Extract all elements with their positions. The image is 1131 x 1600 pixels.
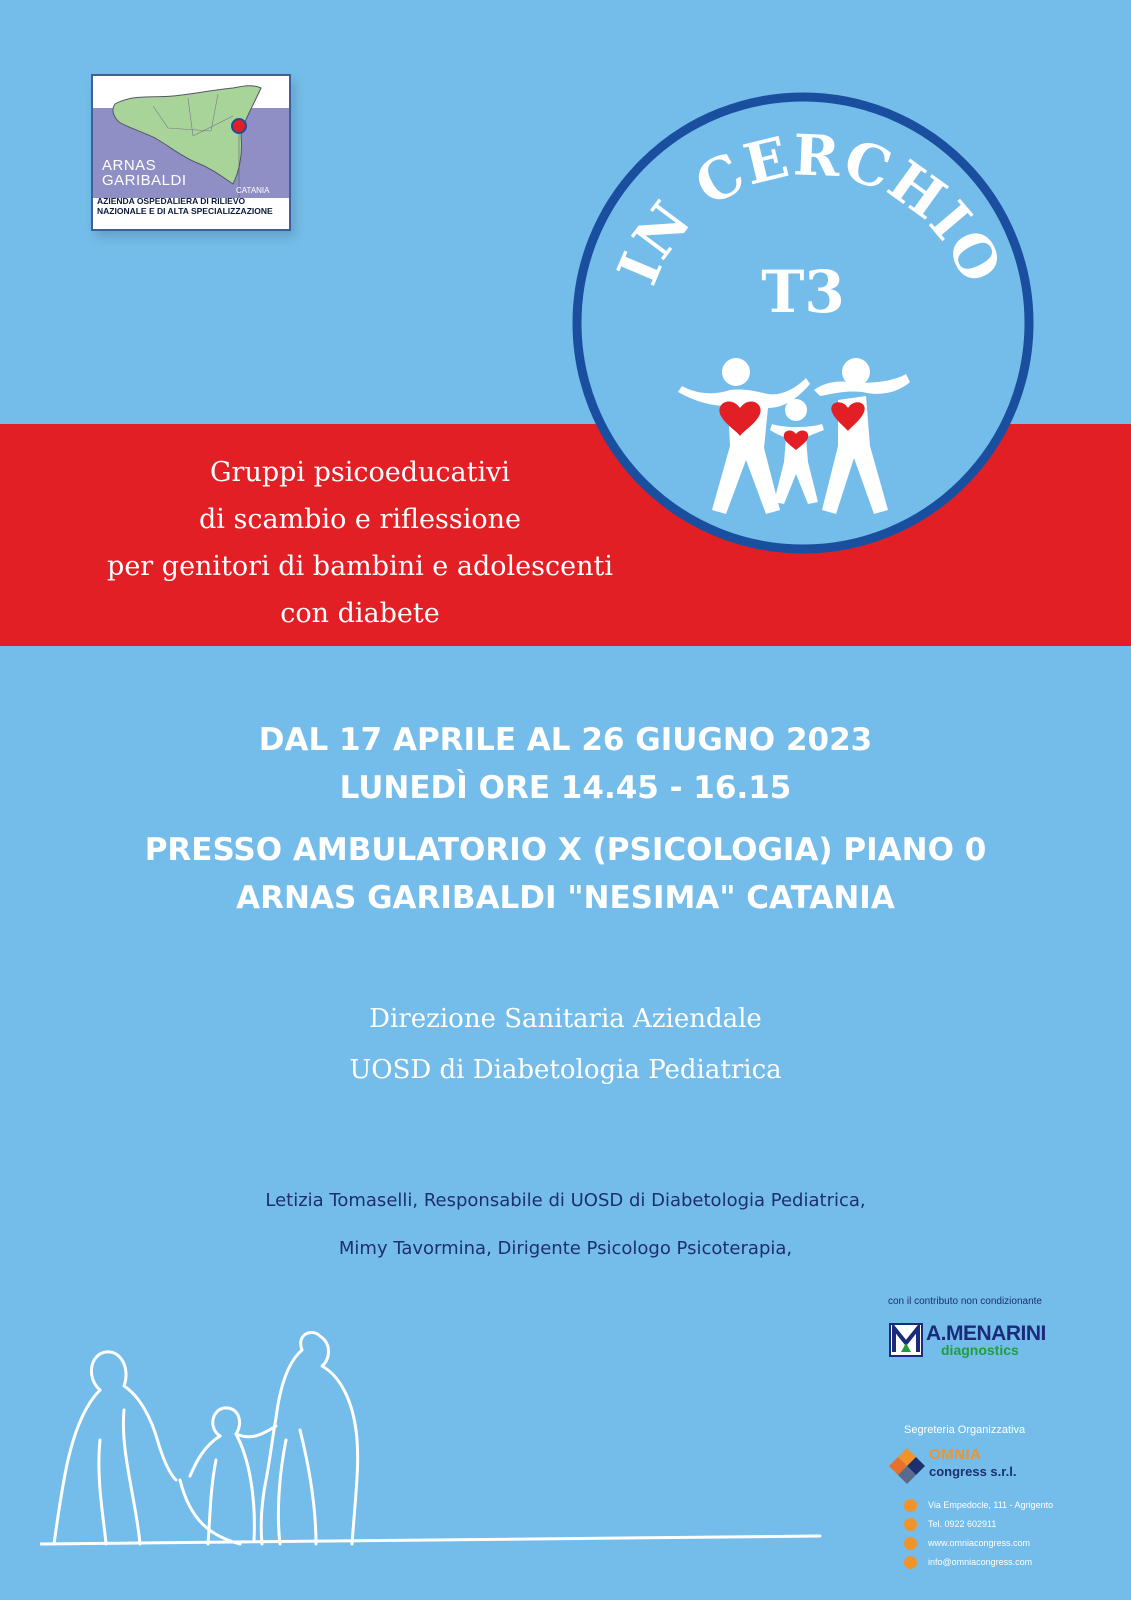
schedule-dates: DAL 17 APRILE AL 26 GIUGNO 2023 [258, 722, 873, 758]
organizer-line1: Direzione Sanitaria Aziendale [369, 1004, 762, 1034]
contact-address: Via Empedocle, 111 - Agrigento [902, 1496, 1053, 1515]
emblem-arc-text: IN CERCHIO [604, 122, 1015, 295]
band-text [80, 449, 640, 637]
logo-subtitle: AZIENDA OSPEDALIERA DI RILIEVO NAZIONALE E DI ALTA SPECIALIZZAZIONE [97, 196, 273, 216]
menarini-mark-icon [889, 1323, 923, 1357]
location [0, 826, 1131, 922]
logo-name: ARNAS GARIBALDI [102, 157, 187, 189]
sponsor-note: con il contributo non condizionante [888, 1296, 1042, 1307]
mail-icon [904, 1556, 917, 1569]
contact-email[interactable]: info@omniacongress.com [902, 1553, 1053, 1572]
location-icon [904, 1499, 917, 1512]
omnia-mark-icon [889, 1448, 925, 1484]
location-line1: PRESSO AMBULATORIO X (PSICOLOGIA) PIANO 0 [144, 832, 987, 868]
emblem-code: T3 [761, 258, 845, 326]
band-line: Gruppi psicoeducativi [209, 457, 511, 488]
person-entry: Letizia Tomaselli, Responsabile di UOSD di Diabetologia Pediatrica, [265, 1190, 866, 1211]
schedule-time: LUNEDÌ ORE 14.45 - 16.15 [339, 770, 792, 806]
band-line: di scambio e riflessione [199, 504, 521, 535]
cursor-icon [904, 1537, 917, 1550]
menarini-logo [889, 1322, 1059, 1360]
organizer-line2: UOSD di Diabetologia Pediatrica [349, 1055, 782, 1085]
contact-phone: Tel. 0922 602911 [902, 1515, 1053, 1534]
in-cerchio-emblem [570, 90, 1036, 556]
schedule [0, 716, 1131, 812]
omnia-sub: congress s.r.l. [929, 1464, 1017, 1479]
menarini-name: A.MENARINI [926, 1322, 1046, 1345]
omnia-name: OMNIA [929, 1446, 982, 1463]
contact-website[interactable]: www.omniacongress.com [902, 1534, 1053, 1553]
phone-icon [904, 1518, 917, 1531]
menarini-sub: diagnostics [941, 1342, 1019, 1358]
logo-city: CATANIA [236, 186, 270, 195]
location-line2: ARNAS GARIBALDI "NESIMA" CATANIA [236, 880, 895, 916]
secretariat-label: Segreteria Organizzativa [904, 1424, 1026, 1436]
band-line: per genitori di bambini e adolescenti [107, 551, 613, 582]
contact-list [902, 1496, 1053, 1572]
arnas-logo [91, 74, 291, 231]
band-line: con diabete [280, 598, 440, 629]
organizers [0, 994, 1131, 1096]
omnia-logo [889, 1444, 1049, 1488]
family-outline-icon [40, 1330, 840, 1570]
person-entry: Mimy Tavormina, Dirigente Psicologo Psicoterapia, [338, 1238, 793, 1259]
